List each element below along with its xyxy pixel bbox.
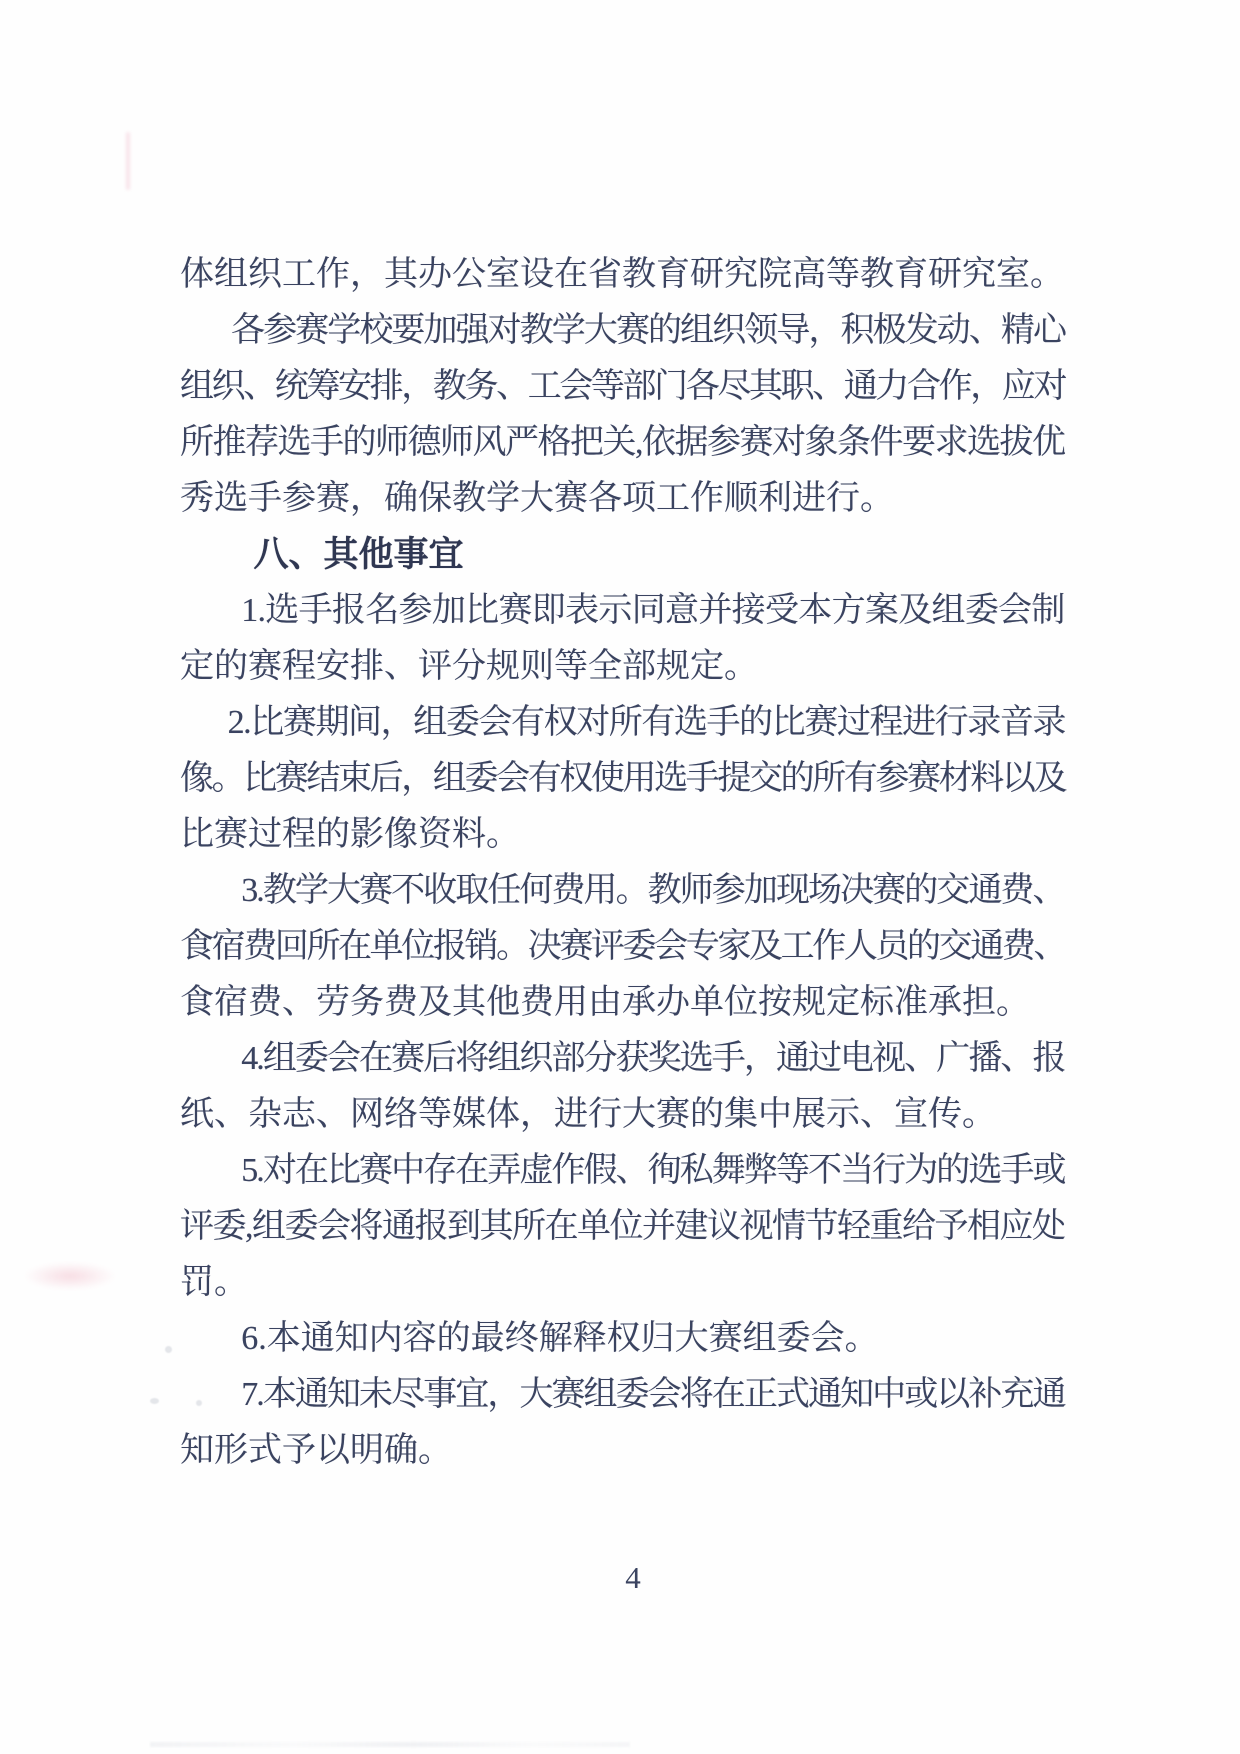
scan-artifact-bottom-noise [150,1742,630,1747]
document-line: 所推荐选手的师德师风严格把关,依据参赛对象条件要求选拔优 [180,424,1065,461]
document-line: 八、其他事宜 [253,535,464,574]
document-line: 食宿费回所在单位报销。决赛评委会专家及工作人员的交通费、 [180,928,1066,965]
document-line: 秀选手参赛，确保教学大赛各项工作顺利进行。 [180,480,894,517]
document-line: 纸、杂志、网络等媒体，进行大赛的集中展示、宣传。 [180,1096,996,1133]
document-line: 1.选手报名参加比赛即表示同意并接受本方案及组委会制 [241,592,1065,629]
document-line: 5.对在比赛中存在弄虚作假、徇私舞弊等不当行为的选手或 [241,1152,1065,1189]
scan-artifact-pink-streak [126,132,130,190]
document-line: 4.组委会在赛后将组织部分获奖选手，通过电视、广播、报 [241,1040,1065,1077]
document-line: 体组织工作，其办公室设在省教育研究院高等教育研究室。 [180,256,1064,293]
document-line: 罚。 [180,1264,248,1301]
text-block [180,247,1065,1479]
scan-artifact-speck [150,1398,159,1404]
document-line: 评委,组委会将通报到其所在单位并建议视情节轻重给予相应处 [180,1208,1065,1245]
document-line: 3.教学大赛不收取任何费用。教师参加现场决赛的交通费、 [241,872,1065,909]
page-number: 4 [625,1560,641,1595]
document-line: 知形式予以明确。 [180,1432,452,1469]
document-line: 食宿费、劳务费及其他费用由承办单位按规定标准承担。 [180,984,1030,1021]
document-line: 定的赛程安排、评分规则等全部规定。 [180,648,758,685]
scan-artifact-pink-smudge [24,1262,116,1290]
document-line: 像。比赛结束后，组委会有权使用选手提交的所有参赛材料以及 [180,760,1066,797]
document-line: 组织、统筹安排，教务、工会等部门各尽其职、通力合作，应对 [180,368,1066,405]
scan-artifact-speck [165,1346,172,1353]
document-line: 2.比赛期间，组委会有权对所有选手的比赛过程进行录音录 [227,704,1066,741]
document-line: 7.本通知未尽事宜，大赛组委会将在正式通知中或以补充通 [241,1376,1065,1413]
document-line: 各参赛学校要加强对教学大赛的组织领导，积极发动、精心 [231,312,1066,349]
document-line: 比赛过程的影像资料。 [180,816,520,853]
document-line: 6.本通知内容的最终解释权归大赛组委会。 [241,1320,879,1357]
